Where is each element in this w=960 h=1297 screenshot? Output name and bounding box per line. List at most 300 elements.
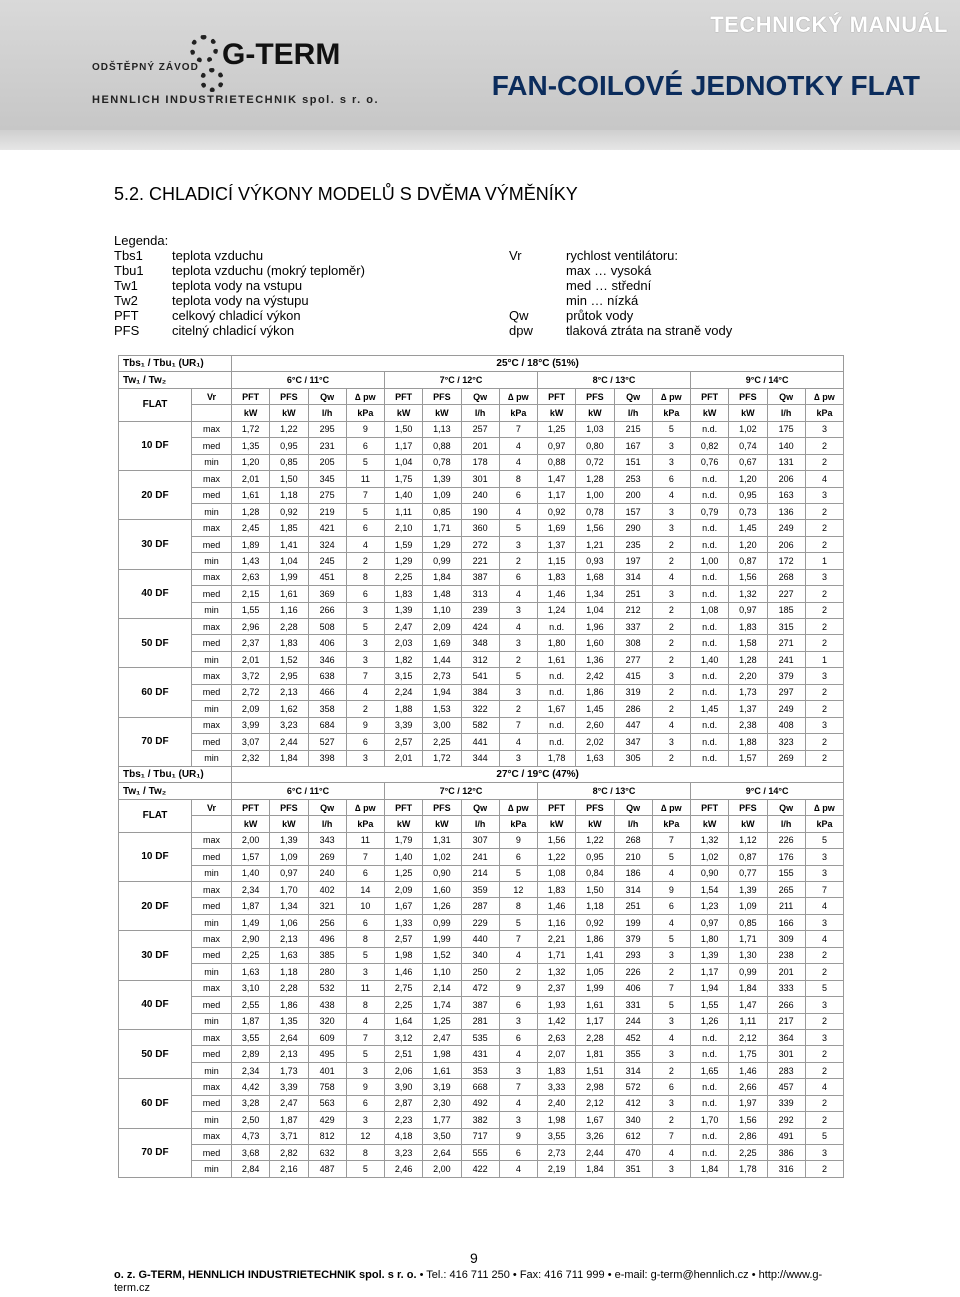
data-cell: 0,67 [729, 454, 767, 470]
data-cell: 2,09 [423, 619, 461, 635]
data-cell: n.d. [691, 569, 729, 585]
table-row [119, 914, 844, 930]
data-cell: 1,71 [423, 520, 461, 536]
data-cell: 4 [499, 1046, 537, 1062]
data-cell: 632 [308, 1145, 346, 1161]
data-cell: 5 [652, 849, 690, 865]
data-cell: 0,99 [729, 964, 767, 980]
water-temp-header: 7°C / 12°C [385, 372, 538, 388]
data-cell: 3 [805, 487, 843, 503]
legend-key: Qw [509, 308, 529, 323]
data-cell: 348 [461, 635, 499, 651]
data-cell: 178 [461, 454, 499, 470]
data-cell: 2,30 [423, 1095, 461, 1111]
data-cell: 5 [805, 1128, 843, 1144]
data-cell: 3,68 [232, 1145, 270, 1161]
units-spacer [192, 405, 232, 421]
data-cell: 1,51 [576, 1062, 614, 1078]
data-cell: 2,12 [729, 1029, 767, 1045]
data-cell: 314 [614, 882, 652, 898]
model-name: 30 DF [119, 520, 192, 569]
data-cell: 0,78 [576, 503, 614, 519]
data-cell: 197 [614, 553, 652, 569]
data-cell: 7 [499, 421, 537, 437]
data-cell: 2,44 [270, 734, 308, 750]
data-cell: 210 [614, 849, 652, 865]
data-cell: 2,28 [270, 980, 308, 996]
data-cell: 240 [308, 865, 346, 881]
section-title: 5.2. CHLADICÍ VÝKONY MODELŮ S DVĚMA VÝMĚNÍKY [114, 184, 578, 204]
model-name: 40 DF [119, 980, 192, 1029]
data-cell: 9 [499, 1128, 537, 1144]
data-cell: 1,31 [423, 832, 461, 848]
header-bar [0, 130, 960, 150]
legend-value: tlaková ztráta na straně vody [566, 323, 733, 338]
data-cell: 2,09 [232, 701, 270, 717]
data-cell: 0,84 [576, 865, 614, 881]
data-cell: 2,15 [232, 586, 270, 602]
data-cell: 157 [614, 503, 652, 519]
condition-value: 25°C / 18°C (51%) [232, 356, 844, 372]
data-cell: 1,71 [729, 931, 767, 947]
data-cell: 199 [614, 914, 652, 930]
data-cell: 217 [767, 1013, 805, 1029]
data-cell: 347 [614, 734, 652, 750]
data-cell: 6 [499, 997, 537, 1013]
speed-cell: min [192, 1112, 232, 1128]
data-cell: 323 [767, 734, 805, 750]
data-cell: 1,83 [538, 1062, 576, 1078]
data-cell: 2,57 [385, 931, 423, 947]
data-cell: 1,50 [270, 471, 308, 487]
data-cell: 1,43 [232, 553, 270, 569]
speed-cell: med [192, 1046, 232, 1062]
data-cell: 1,25 [538, 421, 576, 437]
data-cell: 402 [308, 882, 346, 898]
speed-cell: max [192, 1128, 232, 1144]
data-cell: 9 [346, 1079, 384, 1095]
data-cell: 5 [346, 1046, 384, 1062]
data-cell: 316 [767, 1161, 805, 1177]
data-cell: 1,87 [232, 1013, 270, 1029]
data-cell: 1,34 [576, 586, 614, 602]
data-cell: 451 [308, 569, 346, 585]
data-cell: 8 [499, 471, 537, 487]
data-cell: 2 [346, 553, 384, 569]
legend-value: teplota vody na vstupu [172, 278, 303, 293]
data-cell: 339 [767, 1095, 805, 1111]
data-cell: 2 [652, 635, 690, 651]
unit-cell: l/h [767, 816, 805, 832]
data-cell: 214 [461, 865, 499, 881]
data-cell: 320 [308, 1013, 346, 1029]
data-cell: 0,73 [729, 503, 767, 519]
table-row [119, 536, 844, 552]
data-cell: 1,52 [423, 947, 461, 963]
data-cell: 309 [767, 931, 805, 947]
data-cell: 1,09 [729, 898, 767, 914]
data-cell: 466 [308, 684, 346, 700]
data-cell: 1,75 [385, 471, 423, 487]
data-cell: 4 [652, 1145, 690, 1161]
table-row [119, 586, 844, 602]
data-cell: 305 [614, 750, 652, 766]
data-cell: 8 [346, 931, 384, 947]
model-name: 60 DF [119, 668, 192, 717]
data-cell: 1,35 [232, 438, 270, 454]
data-cell: 360 [461, 520, 499, 536]
data-cell: 1,68 [576, 569, 614, 585]
data-cell: 280 [308, 964, 346, 980]
table-row [119, 947, 844, 963]
legend-key: PFT [114, 308, 139, 323]
data-cell: 1,55 [691, 997, 729, 1013]
column-header-row [119, 388, 844, 404]
table-row [119, 1079, 844, 1095]
data-cell: 314 [614, 1062, 652, 1078]
data-cell: 4 [346, 1013, 384, 1029]
speed-cell: min [192, 914, 232, 930]
unit-cell: kW [385, 405, 423, 421]
data-cell: 4 [499, 586, 537, 602]
speed-cell: max [192, 1079, 232, 1095]
water-temp-header: 9°C / 14°C [691, 783, 844, 799]
data-cell: 3 [346, 635, 384, 651]
data-cell: 0,90 [691, 865, 729, 881]
unit-cell: kW [538, 405, 576, 421]
speed-cell: max [192, 882, 232, 898]
data-cell: 167 [614, 438, 652, 454]
data-cell: 0,90 [423, 865, 461, 881]
data-cell: 0,78 [423, 454, 461, 470]
data-cell: 1,58 [729, 635, 767, 651]
data-cell: 1,56 [538, 832, 576, 848]
data-cell: 2,46 [385, 1161, 423, 1177]
data-cell: 1,45 [691, 701, 729, 717]
data-cell: 1,61 [232, 487, 270, 503]
data-cell: 163 [767, 487, 805, 503]
data-cell: 2,02 [576, 734, 614, 750]
data-cell: 1,39 [729, 882, 767, 898]
water-temp-row [119, 372, 844, 388]
data-cell: 2 [652, 553, 690, 569]
data-cell: 582 [461, 717, 499, 733]
data-cell: 2,47 [270, 1095, 308, 1111]
data-cell: 2,87 [385, 1095, 423, 1111]
data-cell: 1,72 [423, 750, 461, 766]
data-cell: 283 [767, 1062, 805, 1078]
data-cell: 229 [461, 914, 499, 930]
data-cell: 6 [499, 849, 537, 865]
data-cell: 2,06 [385, 1062, 423, 1078]
data-cell: 1,17 [691, 964, 729, 980]
data-cell: 268 [614, 832, 652, 848]
data-cell: 2 [346, 701, 384, 717]
data-cell: 333 [767, 980, 805, 996]
footer-contact: • Tel.: 416 711 250 • Fax: 416 711 999 • e-mail: g-term@hennlich.cz • http://www.g-term.cz [114, 1269, 823, 1294]
data-cell: 1,72 [232, 421, 270, 437]
table-row [119, 684, 844, 700]
data-cell: n.d. [691, 734, 729, 750]
data-cell: 2 [805, 520, 843, 536]
speed-cell: min [192, 1062, 232, 1078]
data-cell: 4 [652, 717, 690, 733]
data-cell: 1,41 [576, 947, 614, 963]
data-cell: 1,70 [270, 882, 308, 898]
data-cell: 1,83 [538, 882, 576, 898]
data-cell: 2,47 [423, 1029, 461, 1045]
data-cell: n.d. [691, 668, 729, 684]
data-cell: 6 [346, 520, 384, 536]
data-cell: 2 [805, 1046, 843, 1062]
data-cell: 2,45 [232, 520, 270, 536]
data-cell: 1,02 [423, 849, 461, 865]
data-cell: n.d. [691, 717, 729, 733]
data-cell: 1,16 [538, 914, 576, 930]
data-cell: 1,65 [691, 1062, 729, 1078]
data-cell: 387 [461, 569, 499, 585]
data-cell: 1,46 [538, 898, 576, 914]
data-cell: 331 [614, 997, 652, 1013]
unit-cell: kW [729, 405, 767, 421]
data-cell: 472 [461, 980, 499, 996]
data-cell: 1,22 [576, 832, 614, 848]
data-cell: 3 [346, 602, 384, 618]
data-cell: 151 [614, 454, 652, 470]
data-cell: 337 [614, 619, 652, 635]
data-cell: 4 [652, 487, 690, 503]
data-cell: 422 [461, 1161, 499, 1177]
data-cell: 3 [346, 1112, 384, 1128]
water-temp-row [119, 783, 844, 799]
data-cell: 293 [614, 947, 652, 963]
data-cell: 1,54 [691, 882, 729, 898]
data-cell: 4 [805, 1079, 843, 1095]
unit-cell: kPa [805, 405, 843, 421]
data-cell: 1,04 [576, 602, 614, 618]
data-cell: 250 [461, 964, 499, 980]
model-name: 20 DF [119, 471, 192, 520]
data-cell: 1,69 [538, 520, 576, 536]
data-cell: 508 [308, 619, 346, 635]
column-header: ∆ pw [805, 388, 843, 404]
legend-row [114, 278, 365, 293]
data-cell: 0,76 [691, 454, 729, 470]
data-cell: 1,28 [576, 471, 614, 487]
column-header: PFS [423, 799, 461, 815]
data-cell: 5 [346, 619, 384, 635]
data-cell: 470 [614, 1145, 652, 1161]
legend-row [114, 263, 365, 278]
model-name: 50 DF [119, 1029, 192, 1078]
data-cell: 2,25 [385, 569, 423, 585]
column-header: PFS [270, 799, 308, 815]
data-cell: 238 [767, 947, 805, 963]
data-cell: 3,90 [385, 1079, 423, 1095]
data-cell: 4 [652, 569, 690, 585]
data-cell: 227 [767, 586, 805, 602]
unit-cell: kPa [346, 405, 384, 421]
data-cell: 295 [308, 421, 346, 437]
unit-cell: kW [423, 816, 461, 832]
data-cell: n.d. [691, 750, 729, 766]
data-cell: 1,61 [576, 997, 614, 1013]
data-cell: 340 [614, 1112, 652, 1128]
speed-cell: max [192, 421, 232, 437]
data-cell: 2,57 [385, 734, 423, 750]
data-cell: 2 [805, 454, 843, 470]
data-cell: 1,48 [423, 586, 461, 602]
data-cell: 1,56 [729, 569, 767, 585]
data-cell: 382 [461, 1112, 499, 1128]
data-cell: 563 [308, 1095, 346, 1111]
data-cell: n.d. [691, 536, 729, 552]
data-cell: 2 [499, 701, 537, 717]
page-footer [114, 1269, 854, 1295]
performance-table-wrap [118, 355, 843, 1178]
data-cell: 0,97 [538, 438, 576, 454]
column-header: ∆ pw [346, 388, 384, 404]
data-cell: 6 [499, 1029, 537, 1045]
table-row [119, 997, 844, 1013]
data-cell: 241 [461, 849, 499, 865]
data-cell: 1,60 [576, 635, 614, 651]
data-cell: 1,84 [729, 980, 767, 996]
data-cell: 12 [346, 1128, 384, 1144]
legend-title: Legenda: [114, 233, 169, 248]
data-cell: n.d. [691, 1029, 729, 1045]
data-cell: 0,77 [729, 865, 767, 881]
data-cell: 3 [805, 421, 843, 437]
data-cell: 2,72 [232, 684, 270, 700]
unit-cell: kW [232, 405, 270, 421]
data-cell: 1,39 [385, 602, 423, 618]
data-cell: 1,40 [385, 487, 423, 503]
data-cell: 1,84 [423, 569, 461, 585]
data-cell: 11 [346, 471, 384, 487]
data-cell: 1,18 [270, 964, 308, 980]
data-cell: 2 [805, 602, 843, 618]
data-cell: 301 [767, 1046, 805, 1062]
data-cell: 3,00 [423, 717, 461, 733]
data-cell: 1,99 [423, 931, 461, 947]
data-cell: 226 [614, 964, 652, 980]
flat-label: FLAT [119, 388, 192, 421]
data-cell: 440 [461, 931, 499, 947]
speed-cell: min [192, 865, 232, 881]
data-cell: 2 [652, 1062, 690, 1078]
data-cell: 1,84 [691, 1161, 729, 1177]
model-name: 50 DF [119, 619, 192, 668]
data-cell: 3 [499, 536, 537, 552]
data-cell: 1,29 [385, 553, 423, 569]
data-cell: 3 [652, 734, 690, 750]
data-cell: 572 [614, 1079, 652, 1095]
data-cell: 2,64 [423, 1145, 461, 1161]
water-temp-label: Tw₁ / Tw₂ [119, 783, 232, 799]
data-cell: 14 [346, 882, 384, 898]
model-name: 40 DF [119, 569, 192, 618]
table-row [119, 832, 844, 848]
data-cell: 2,34 [232, 1062, 270, 1078]
unit-cell: l/h [614, 405, 652, 421]
table-row [119, 471, 844, 487]
data-cell: 386 [767, 1145, 805, 1161]
data-cell: 1,83 [385, 586, 423, 602]
data-cell: 3 [805, 849, 843, 865]
data-cell: 1,20 [729, 471, 767, 487]
data-cell: 1,25 [385, 865, 423, 881]
data-cell: 0,95 [576, 849, 614, 865]
data-cell: 140 [767, 438, 805, 454]
data-cell: 1,39 [691, 947, 729, 963]
data-cell: 241 [767, 651, 805, 667]
data-cell: 9 [499, 980, 537, 996]
data-cell: 0,99 [423, 914, 461, 930]
data-cell: 2,07 [538, 1046, 576, 1062]
data-cell: 2 [805, 503, 843, 519]
data-cell: 1,22 [538, 849, 576, 865]
table-row [119, 553, 844, 569]
data-cell: 269 [308, 849, 346, 865]
data-cell: 1,99 [270, 569, 308, 585]
data-cell: 1,32 [691, 832, 729, 848]
data-cell: n.d. [538, 717, 576, 733]
data-cell: 2 [499, 964, 537, 980]
speed-cell: med [192, 487, 232, 503]
column-header: PFT [691, 388, 729, 404]
data-cell: 4,18 [385, 1128, 423, 1144]
data-cell: 3 [652, 947, 690, 963]
data-cell: 4 [499, 1161, 537, 1177]
data-cell: 758 [308, 1079, 346, 1095]
data-cell: 1,36 [576, 651, 614, 667]
data-cell: 239 [461, 602, 499, 618]
data-cell: 0,92 [270, 503, 308, 519]
data-cell: 2,25 [729, 1145, 767, 1161]
data-cell: 2 [652, 602, 690, 618]
column-header: ∆ pw [499, 799, 537, 815]
speed-cell: med [192, 849, 232, 865]
data-cell: 609 [308, 1029, 346, 1045]
table-row [119, 635, 844, 651]
data-cell: 3 [652, 454, 690, 470]
data-cell: 301 [461, 471, 499, 487]
unit-cell: l/h [461, 405, 499, 421]
data-cell: 812 [308, 1128, 346, 1144]
speed-cell: med [192, 438, 232, 454]
data-cell: 1,45 [576, 701, 614, 717]
data-cell: n.d. [691, 1095, 729, 1111]
data-cell: n.d. [691, 586, 729, 602]
data-cell: 3 [346, 1062, 384, 1078]
data-cell: 315 [767, 619, 805, 635]
water-temp-label: Tw₁ / Tw₂ [119, 372, 232, 388]
data-cell: 2,84 [232, 1161, 270, 1177]
data-cell: 3,55 [232, 1029, 270, 1045]
data-cell: 6 [652, 471, 690, 487]
data-cell: 555 [461, 1145, 499, 1161]
data-cell: n.d. [538, 684, 576, 700]
data-cell: 1,16 [270, 602, 308, 618]
column-header: ∆ pw [499, 388, 537, 404]
water-temp-header: 9°C / 14°C [691, 372, 844, 388]
data-cell: 1,69 [423, 635, 461, 651]
data-cell: 3,23 [270, 717, 308, 733]
data-cell: 4 [652, 1029, 690, 1045]
data-cell: 3,26 [576, 1128, 614, 1144]
data-cell: 3,39 [385, 717, 423, 733]
